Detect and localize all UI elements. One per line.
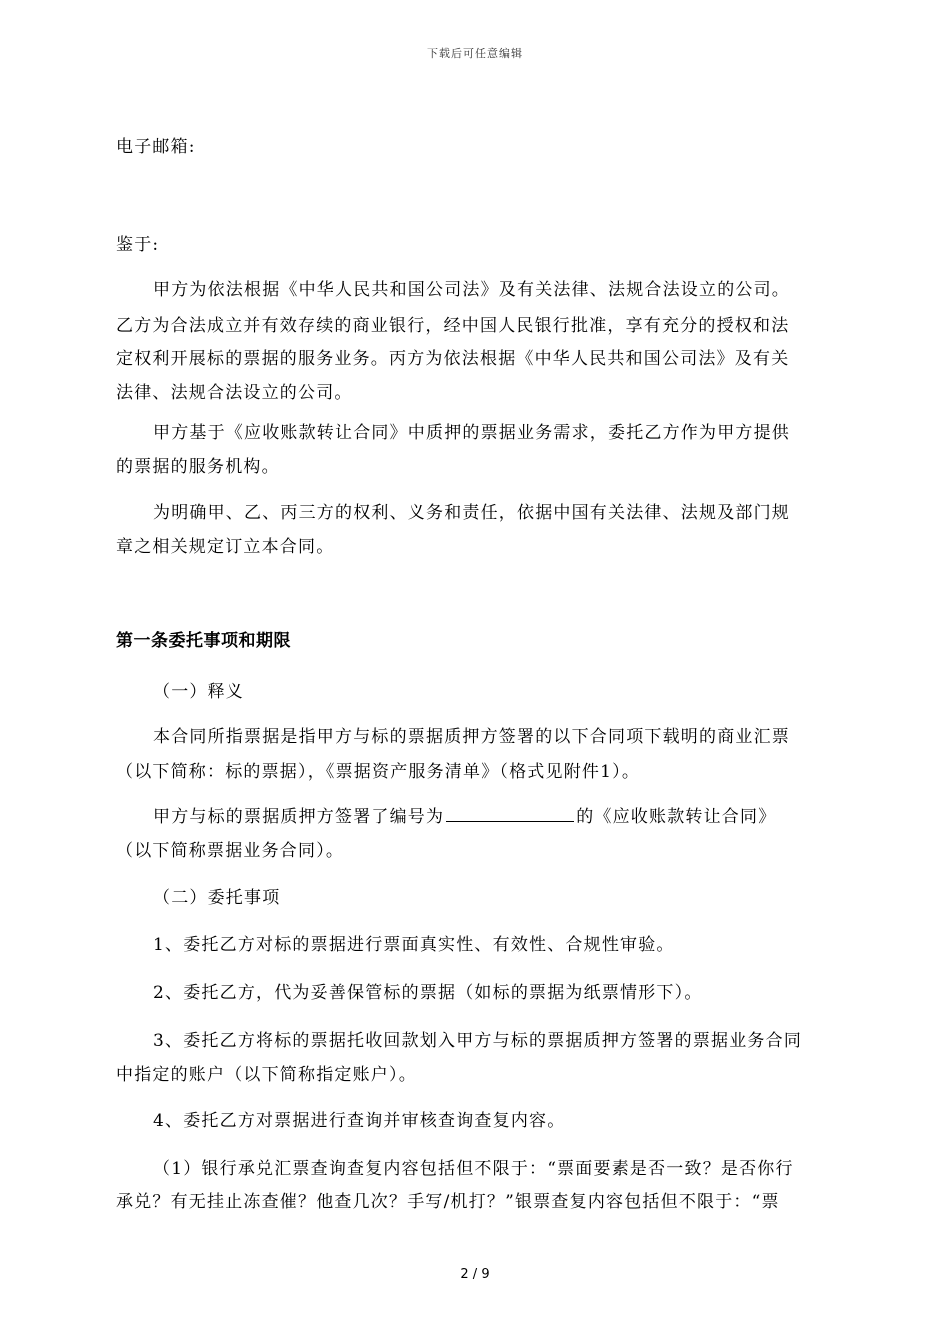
para3-line1: 为明确甲、乙、丙三方的权利、义务和责任，依据中国有关法律、法规及部门规 <box>153 503 790 523</box>
para3-line2: 章之相关规定订立本合同。 <box>116 537 335 557</box>
page-number: 2 / 9 <box>460 1267 490 1282</box>
whereas-label: 鉴于: <box>116 235 160 255</box>
section1-title: （一）释义 <box>153 682 244 702</box>
para2-line2: 的票据的服务机构。 <box>116 457 280 477</box>
section1-para1-line2: （以下简称：标的票据），《票据资产服务清单》（格式见附件1）。 <box>116 762 641 782</box>
item4: 4、委托乙方对票据进行查询并审核查询查复内容。 <box>153 1111 566 1131</box>
item2: 2、委托乙方，代为妥善保管标的票据（如标的票据为纸票情形下）。 <box>153 983 703 1003</box>
email-label: 电子邮箱: <box>116 137 196 157</box>
para1-line3: 定权利开展标的票据的服务业务。丙方为依法根据《中华人民共和国公司法》及有关 <box>116 349 790 369</box>
item1: 1、委托乙方对标的票据进行票面真实性、有效性、合规性审验。 <box>153 935 675 955</box>
sub-item1-line2: 承兑？有无挂止冻查催？他查几次？手写/机打？”银票查复内容包括但不限于：“票 <box>116 1192 780 1212</box>
para1-line1: 甲方为依法根据《中华人民共和国公司法》及有关法律、法规合法设立的公司。 <box>153 280 790 300</box>
para1-line2: 乙方为合法成立并有效存续的商业银行，经中国人民银行批准，享有充分的授权和法 <box>116 316 790 336</box>
section1-para2-text-a: 甲方与标的票据质押方签署了编号为 <box>153 807 445 827</box>
contract-number-blank <box>446 807 574 822</box>
article1-title: 第一条委托事项和期限 <box>116 631 291 651</box>
section2-title: （二）委托事项 <box>153 888 281 908</box>
item3-line1: 3、委托乙方将标的票据托收回款划入甲方与标的票据质押方签署的票据业务合同 <box>153 1031 803 1051</box>
page-header: 下载后可任意编辑 <box>427 47 523 60</box>
section1-para1-line1: 本合同所指票据是指甲方与标的票据质押方签署的以下合同项下载明的商业汇票 <box>153 727 790 747</box>
section1-para2-text-b: 的《应收账款转让合同》 <box>576 807 777 827</box>
item3-line2: 中指定的账户（以下简称指定账户）。 <box>116 1065 417 1085</box>
para1-line4: 法律、法规合法设立的公司。 <box>116 383 353 403</box>
sub-item1-line1: （1）银行承兑汇票查询查复内容包括但不限于：“票面要素是否一致？是否你行 <box>153 1159 794 1179</box>
para2-line1: 甲方基于《应收账款转让合同》中质押的票据业务需求，委托乙方作为甲方提供 <box>153 423 790 443</box>
section1-para2-line2: （以下简称票据业务合同）。 <box>116 841 345 861</box>
section1-para2-line1 <box>153 802 776 827</box>
